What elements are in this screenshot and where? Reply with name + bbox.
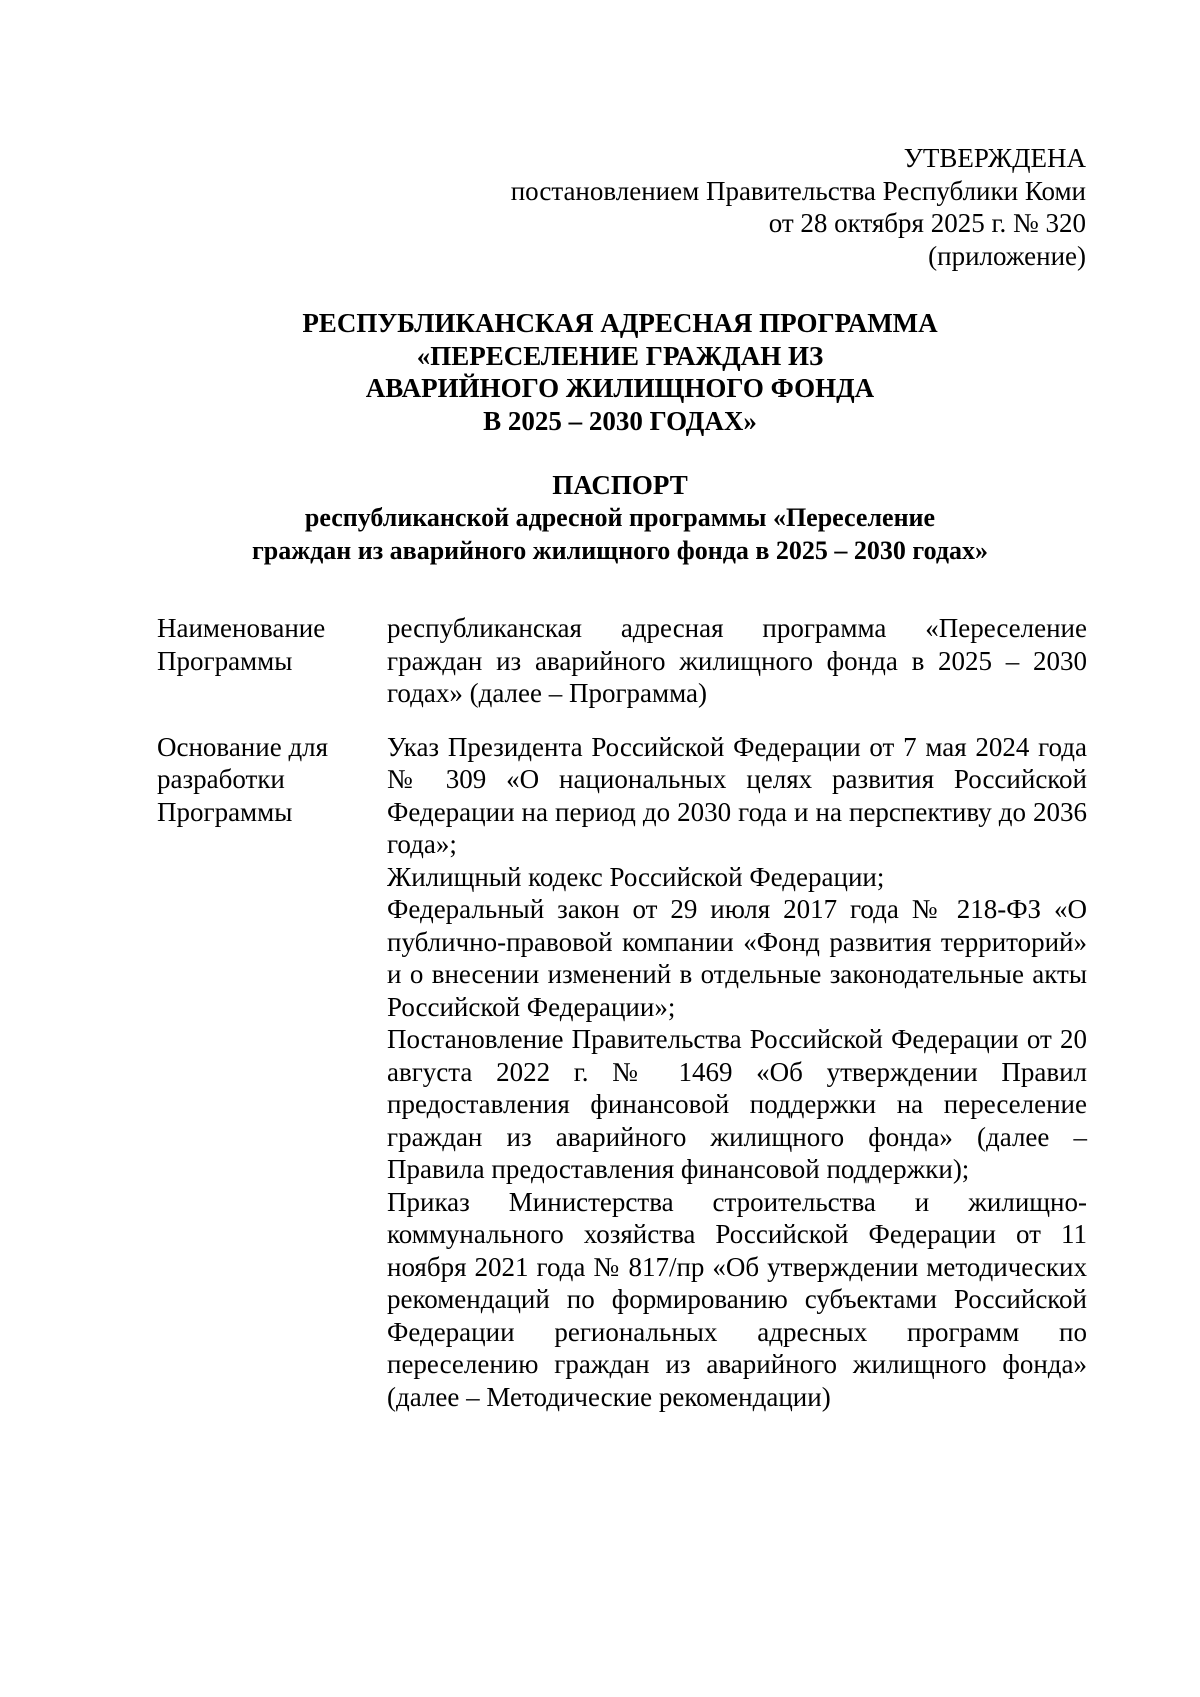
approval-line: от 28 октября 2025 г. № 320 (768, 208, 1086, 238)
program-title-line: РЕСПУБЛИКАНСКАЯ АДРЕСНАЯ ПРОГРАММА (302, 308, 938, 338)
row-label-line: разработки (157, 764, 285, 794)
program-title-line: «ПЕРЕСЕЛЕНИЕ ГРАЖДАН ИЗ (416, 340, 824, 371)
passport-subtitle-line: граждан из аварийного жилищного фонда в 2025 – 2030 годах» (252, 535, 988, 565)
row-label (157, 731, 387, 1414)
row-value (387, 731, 1087, 1414)
row-value (387, 612, 1087, 710)
row-label-line: Программы (157, 796, 293, 827)
program-title-line: АВАРИЙНОГО ЖИЛИЩНОГО ФОНДА (365, 373, 875, 403)
approval-stamp (420, 142, 1086, 272)
approval-line: постановлением Правительства Республики Коми (510, 175, 1086, 206)
program-title (160, 307, 1080, 437)
row-value-paragraph: республиканская адресная программа «Переселение граждан из аварийного жилищного фонда в 2025 – 2030 годах» (далее – Программа) (387, 613, 1087, 708)
row-label-line: Наименование (157, 613, 326, 643)
row-value-paragraph: Приказ Министерства строительства и жилищно-коммунального хозяйства Российской Федерации от 11 ноября 2021 года № 817/пр «Об утверждении методических рекомендаций по формированию субъектами Российской Федерации региональных адресных программ по переселению граждан из аварийного жилищного фонда» (далее – Методические рекомендации) (387, 1186, 1087, 1412)
row-label-line: Программы (157, 645, 293, 676)
row-value-paragraph: Федеральный закон от 29 июля 2017 года № 218-ФЗ «О публично-правовой компании «Фонд развития территорий» и о внесении изменений в отдельные законодательные акты Российской Федерации»; (387, 894, 1087, 1022)
passport-row-program-name (157, 612, 1087, 710)
passport-subtitle (120, 502, 1120, 567)
row-label-line: Основание для (157, 731, 329, 762)
passport-heading: ПАСПОРТ (552, 470, 688, 500)
passport-row-basis (157, 731, 1087, 1414)
passport-subtitle-line: республиканской адресной программы «Переселение (304, 503, 936, 532)
program-title-line: В 2025 – 2030 ГОДАХ» (483, 405, 757, 436)
approval-line: (приложение) (928, 240, 1086, 271)
row-value-paragraph: Жилищный кодекс Российской Федерации; (387, 861, 885, 892)
approval-line: УТВЕРЖДЕНА (903, 143, 1086, 173)
passport-table (157, 612, 1087, 1434)
row-value-paragraph: Постановление Правительства Российской Федерации от 20 августа 2022 г. № 1469 «Об утверждении Правил предоставления финансовой поддержки на переселение граждан из аварийного жилищного фонда» (далее – Правила предоставления финансовой поддержки); (387, 1024, 1087, 1184)
row-label (157, 612, 387, 710)
row-value-paragraph: Указ Президента Российской Федерации от 7 мая 2024 года № 309 «О национальных целях развития Российской Федерации на период до 2030 года и на перспективу до 2036 года»; (387, 731, 1087, 859)
